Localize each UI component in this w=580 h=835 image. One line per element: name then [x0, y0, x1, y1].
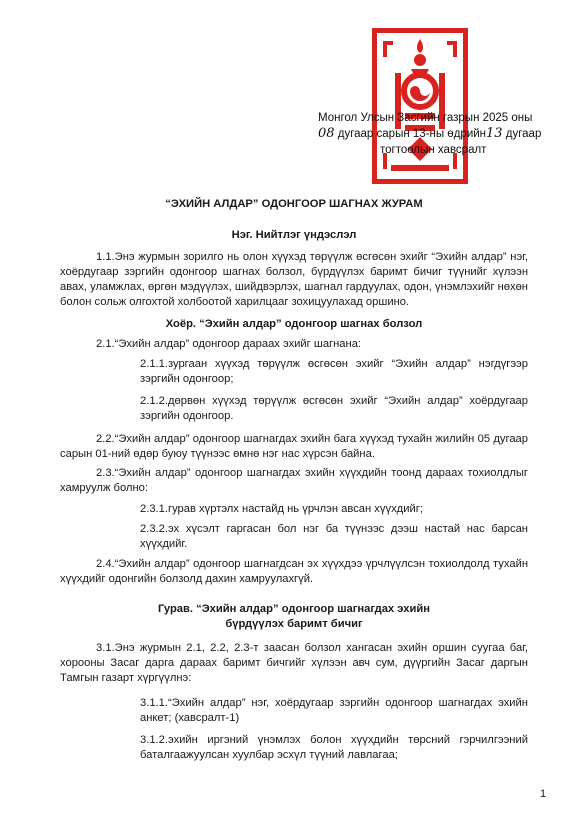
- paragraph-2-1-1: 2.1.1.зургаан хүүхэд төрүүлж өсгөсөн эхийг “Эхийн алдар” нэгдүгээр зэргийн одонгоор;: [140, 358, 528, 385]
- paragraph-2-4: 2.4.“Эхийн алдар” одонгоор шагнагдсан эх хүүхдээ үрчлүүлсэн тохиолдолд тухайн хүүхдийг одонгийн болзолд дахин хамруулахгүй.: [60, 558, 528, 585]
- state-seal: [372, 28, 468, 184]
- section-1-heading: Нэг. Нийтлэг үндэслэл: [231, 229, 357, 241]
- page-number: 1: [540, 788, 547, 800]
- paragraph-2-2: 2.2.“Эхийн алдар” одонгоор шагнагдах эхийн бага хүүхэд тухайн жилийн 05 дугаар сарын 01-ний өдөр буюу түүнээс өмнө нэг нас хүрсэн байна.: [60, 433, 528, 460]
- handwritten-month: 08: [318, 126, 335, 141]
- section-2-heading: Хоёр. “Эхийн алдар” одонгоор шагнах болзол: [165, 318, 423, 330]
- paragraph-2-3: 2.3.“Эхийн алдар” одонгоор шагнагдах эхийн хүүхдийн тоонд дараах тохиолдлыг хамруулж болно:: [60, 467, 528, 494]
- paragraph-1-1: 1.1.Энэ журмын зорилго нь олон хүүхэд төрүүлж өсгөсөн эхийг “Эхийн алдар” нэг, хоёрдугаар зэргийн одонгоор шагнах болзол, бүрдүүлэх баримт бичиг түүнийг хүлээн авах, уламжлах, өргөн мэдүүлэх, шийдвэрлэх, шагнал гардуулах, одон, үнэмлэхийг нөхөн болон сольж олгохтой холбоотой харилцааг зохицуулахад оршино.: [60, 251, 528, 308]
- annotation-line-3: тогтоолын хавсралт: [380, 144, 487, 156]
- appendix-annotation: [318, 110, 558, 158]
- document-title: “ЭХИЙН АЛДАР” ОДОНГООР ШАГНАХ ЖУРАМ: [165, 198, 423, 210]
- paragraph-3-1: 3.1.Энэ журмын 2.1, 2.2, 2.3-т заасан болзол хангасан эхийн оршин суугаа баг, хорооны Засаг дарга дараах баримт бичгийг хүлээн авч сум, дүүргийн Засаг даргын Тамгын газарт хүргүүлнэ:: [60, 642, 528, 684]
- paragraph-2-3-1: 2.3.1.гурав хүртэлх настайд нь үрчлэн авсан хүүхдийг;: [140, 503, 423, 515]
- paragraph-3-1-2: 3.1.2.эхийн иргэний үнэмлэх болон хүүхдийн төрсний гэрчилгээний баталгаажуулсан хуулбар эсхүл түүний лавлагаа;: [140, 734, 528, 761]
- paragraph-2-3-2: 2.3.2.эх хүсэлт гаргасан бол нэг ба түүнээс дээш настай нас барсан хүүхдийг.: [140, 523, 528, 550]
- annotation-line-2-text: дугаар сарын 13-ны өдрийн: [334, 128, 487, 140]
- paragraph-3-1-1: 3.1.1.“Эхийн алдар” нэг, хоёрдугаар зэргийн одонгоор шагнагдах эхийн анкет; (хавсралт-1): [140, 697, 528, 724]
- annotation-line-2: [318, 126, 558, 142]
- section-3-heading-line-1: Гурав. “Эхийн алдар” одонгоор шагнагдах эхийн: [157, 603, 431, 615]
- annotation-line-2-tail: дугаар: [502, 128, 542, 140]
- paragraph-2-1-2: 2.1.2.дөрвөн хүүхэд төрүүлж өсгөсөн эхийг “Эхийн алдар” хоёрдугаар зэргийн одонгоор.: [140, 395, 528, 422]
- paragraph-2-1: 2.1.“Эхийн алдар” одонгоор дараах эхийг шагнана:: [96, 338, 362, 350]
- handwritten-day: 13: [486, 126, 503, 141]
- annotation-line-1: Монгол Улсын Засгийн газрын 2025 оны: [318, 112, 533, 124]
- section-3-heading-line-2: бүрдүүлэх баримт бичиг: [225, 618, 363, 630]
